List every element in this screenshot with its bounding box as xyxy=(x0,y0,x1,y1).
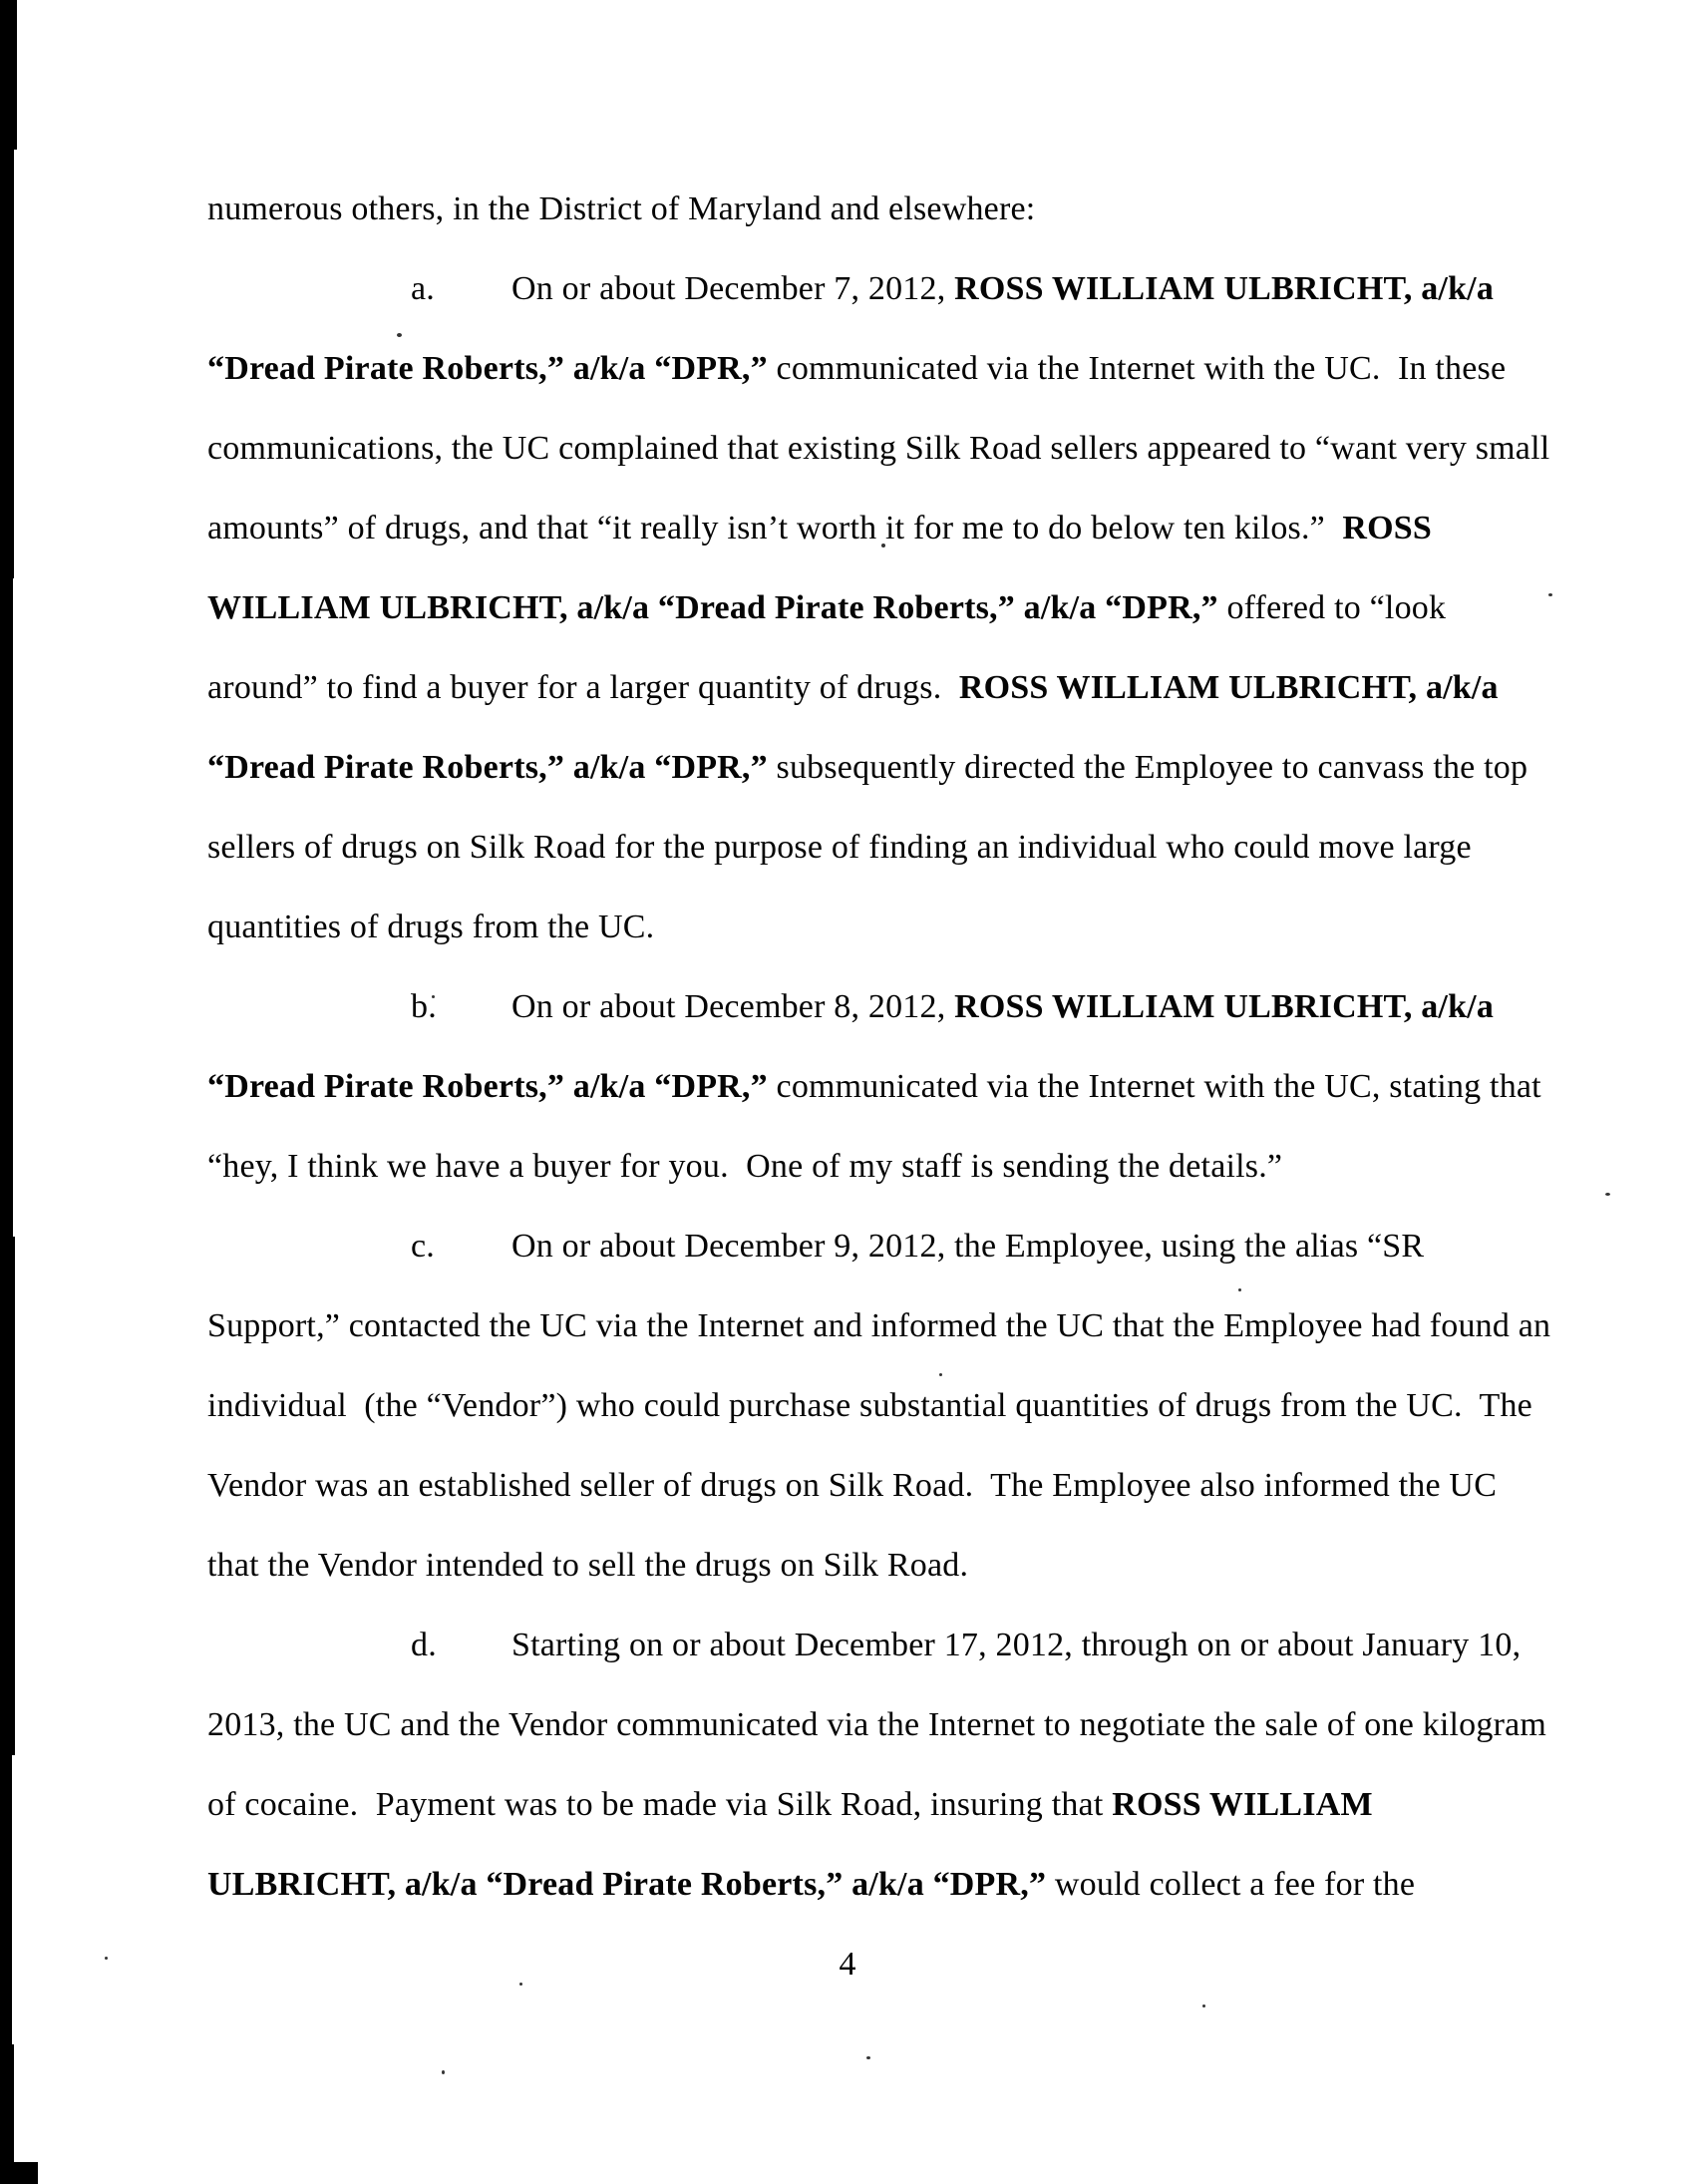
paragraph-line xyxy=(207,1366,1623,1446)
text-run: “Dread Pirate Roberts,” a/k/a “DPR,” xyxy=(207,350,768,387)
paragraph-line xyxy=(207,648,1623,728)
paragraph-line xyxy=(207,1765,1623,1845)
text-run: On or about December 9, 2012, the Employee, using the alias “SR xyxy=(511,1228,1425,1265)
text-run: Support,” contacted the UC via the Internet and informed the UC that the Employee had found an xyxy=(207,1307,1551,1344)
text-run: communicated via the Internet with the UC. In these xyxy=(767,350,1507,387)
paragraph-line xyxy=(207,1047,1623,1127)
text-run: subsequently directed the Employee to canvass the top xyxy=(767,749,1528,786)
text-run: ROSS WILLIAM ULBRICHT, a/k/a xyxy=(958,669,1499,706)
text-run: ROSS xyxy=(1342,510,1432,546)
intro-text: numerous others, in the District of Maryland and elsewhere: xyxy=(207,190,1036,227)
text-run: ROSS WILLIAM ULBRICHT, a/k/a xyxy=(954,988,1495,1025)
text-run: amounts” of drugs, and that “it really isn’t worth it for me to do below ten kilos.” xyxy=(207,510,1343,546)
paragraph-label: c. xyxy=(411,1228,435,1265)
text-run: quantities of drugs from the UC. xyxy=(207,909,655,945)
paragraph-line xyxy=(207,1685,1623,1765)
text-run: that the Vendor intended to sell the drugs on Silk Road. xyxy=(207,1547,969,1584)
paragraph xyxy=(207,967,1623,1207)
document-body xyxy=(207,170,1623,1925)
text-run: 2013, the UC and the Vendor communicated via the Internet to negotiate the sale of one kilogram xyxy=(207,1706,1547,1743)
paragraph-line xyxy=(207,1207,1623,1286)
text-run: On or about December 8, 2012, xyxy=(511,988,955,1025)
paragraph-line xyxy=(207,1526,1623,1606)
text-run: On or about December 7, 2012, xyxy=(511,270,955,307)
paragraph xyxy=(207,1207,1623,1606)
paragraph-line xyxy=(207,888,1623,967)
paragraph-line xyxy=(207,1127,1623,1207)
text-run: ULBRICHT, a/k/a “Dread Pirate Roberts,” a/k/a “DPR,” xyxy=(207,1866,1047,1903)
paragraph-label: a. xyxy=(411,270,435,307)
paragraph-line xyxy=(207,409,1623,489)
paragraph-line xyxy=(207,249,1623,329)
paragraph-line xyxy=(207,808,1623,888)
text-run: individual (the “Vendor”) who could purchase substantial quantities of drugs from the UC. The xyxy=(207,1387,1532,1424)
paragraph-line xyxy=(207,1606,1623,1685)
text-run: sellers of drugs on Silk Road for the purpose of finding an individual who could move large xyxy=(207,829,1472,866)
scan-edge-artifact xyxy=(0,0,17,150)
scan-edge-artifact xyxy=(0,1237,15,1755)
text-run: ROSS WILLIAM ULBRICHT, a/k/a xyxy=(954,270,1495,307)
paragraph-label: d. xyxy=(411,1627,437,1663)
paragraph-line xyxy=(207,568,1623,648)
text-run: communications, the UC complained that existing Silk Road sellers appeared to “want very small xyxy=(207,430,1550,467)
paragraph-line xyxy=(207,489,1623,568)
paragraph-label: b. xyxy=(411,988,437,1025)
text-run: of cocaine. Payment was to be made via Silk Road, insuring that xyxy=(207,1786,1113,1823)
scan-edge-artifact xyxy=(0,578,13,1237)
text-run: offered to “look xyxy=(1217,589,1447,626)
paragraph-line xyxy=(207,1286,1623,1366)
text-run: “Dread Pirate Roberts,” a/k/a “DPR,” xyxy=(207,1068,768,1105)
page-number-text: 4 xyxy=(839,1946,856,1983)
text-run: would collect a fee for the xyxy=(1046,1866,1416,1903)
page-number xyxy=(0,1925,1695,2004)
paragraph-list xyxy=(207,249,1623,1925)
paragraph xyxy=(207,249,1623,967)
text-run: WILLIAM ULBRICHT, a/k/a “Dread Pirate Roberts,” a/k/a “DPR,” xyxy=(207,589,1218,626)
paragraph-line xyxy=(207,967,1623,1047)
text-run: ROSS WILLIAM xyxy=(1112,1786,1373,1823)
paragraph xyxy=(207,1606,1623,1925)
text-run: “hey, I think we have a buyer for you. One of my staff is sending the details.” xyxy=(207,1148,1283,1185)
paragraph-line xyxy=(207,728,1623,808)
text-run: Vendor was an established seller of drugs on Silk Road. The Employee also informed the UC xyxy=(207,1467,1498,1504)
scan-edge-artifact xyxy=(0,2162,38,2184)
scan-dot xyxy=(442,2070,445,2074)
paragraph-line xyxy=(207,1845,1623,1925)
intro-line xyxy=(207,170,1623,249)
text-run: communicated via the Internet with the UC, stating that xyxy=(767,1068,1541,1105)
paragraph-line xyxy=(207,329,1623,409)
text-run: around” to find a buyer for a larger quantity of drugs. xyxy=(207,669,959,706)
text-run: “Dread Pirate Roberts,” a/k/a “DPR,” xyxy=(207,749,768,786)
scan-edge-artifact xyxy=(0,150,14,578)
text-run: Starting on or about December 17, 2012, through on or about January 10, xyxy=(511,1627,1522,1663)
scan-dot xyxy=(1202,2004,1205,2007)
scan-dot xyxy=(866,2056,870,2059)
paragraph-line xyxy=(207,1446,1623,1526)
